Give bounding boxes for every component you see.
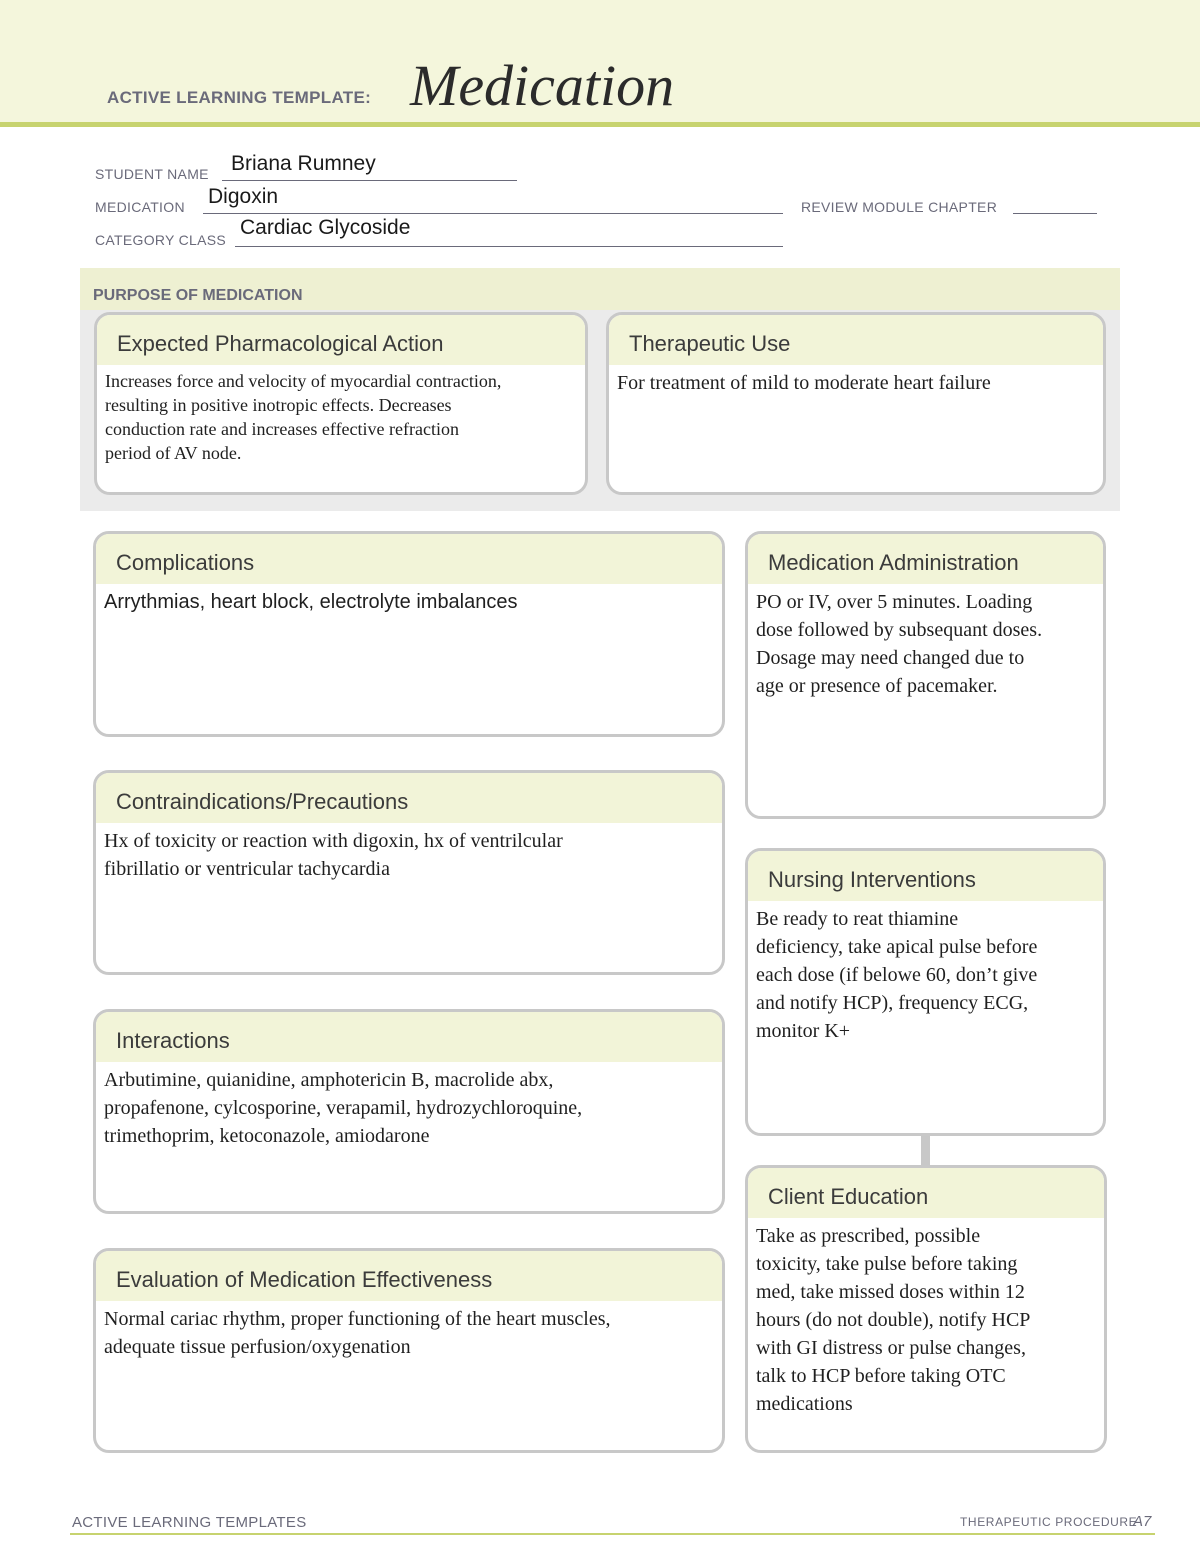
interactions-text[interactable]: Arbutimine, quianidine, amphotericin B, macrolide abx, propafenone, cylcosporine, verapamil, hydrozychloroquine, trimethoprim, ketoconazole, amiodarone: [104, 1069, 583, 1147]
purpose-title: PURPOSE OF MEDICATION: [93, 287, 303, 304]
student-name-field[interactable]: Briana Rumney: [231, 152, 376, 175]
complications-text[interactable]: Arrythmias, heart block, electrolyte imbalances: [104, 591, 518, 613]
expected-action-card: [94, 312, 588, 495]
expected-action-text[interactable]: Increases force and velocity of myocardial contraction, resulting in positive inotropic effects. Decreases conduction rate and increases effective refraction period of AV node.: [105, 371, 502, 463]
medication-underline: [203, 213, 783, 214]
student-name-underline: [222, 180, 517, 181]
contraindications-heading: Contraindications/Precautions: [96, 773, 722, 823]
page-number: A7: [1133, 1513, 1152, 1530]
evaluation-text[interactable]: Normal cariac rhythm, proper functioning of the heart muscles, adequate tissue perfusion/oxygenation: [104, 1308, 611, 1358]
therapeutic-use-card: [606, 312, 1106, 495]
expected-action-heading: Expected Pharmacological Action: [97, 315, 585, 365]
nursing-interventions-card: [745, 848, 1106, 1136]
evaluation-heading: Evaluation of Medication Effectiveness: [96, 1251, 722, 1301]
administration-heading: Medication Administration: [748, 534, 1103, 584]
interactions-heading: Interactions: [96, 1012, 722, 1062]
client-education-card: [745, 1165, 1107, 1453]
nursing-interventions-heading: Nursing Interventions: [748, 851, 1103, 901]
student-name-label: STUDENT NAME: [95, 166, 209, 182]
footer-right-label: THERAPEUTIC PROCEDURE: [960, 1515, 1138, 1529]
header-divider: [0, 122, 1200, 127]
client-education-heading: Client Education: [748, 1168, 1104, 1218]
administration-card: [745, 531, 1106, 819]
complications-heading: Complications: [96, 534, 722, 584]
therapeutic-use-heading: Therapeutic Use: [609, 315, 1103, 365]
review-module-underline: [1013, 213, 1097, 214]
complications-card: [93, 531, 725, 737]
footer-left-label: ACTIVE LEARNING TEMPLATES: [72, 1514, 307, 1531]
nursing-interventions-text[interactable]: Be ready to reat thiamine deficiency, take apical pulse before each dose (if belowe 60, don’t give and notify HCP), frequency ECG, monitor K+: [756, 908, 1038, 1042]
client-education-text[interactable]: Take as prescribed, possible toxicity, take pulse before taking med, take missed doses within 12 hours (do not double), notify HCP with GI distress or pulse changes, talk to HCP before taking OTC medications: [756, 1225, 1031, 1415]
page-title: Medication: [410, 53, 675, 118]
administration-text[interactable]: PO or IV, over 5 minutes. Loading dose followed by subsequant doses. Dosage may need changed due to age or presence of pacemaker.: [756, 591, 1043, 697]
contraindications-text[interactable]: Hx of toxicity or reaction with digoxin, hx of ventrilcular fibrillatio or ventricular tachycardia: [104, 830, 563, 880]
footer-divider: [70, 1533, 1155, 1535]
category-class-label: CATEGORY CLASS: [95, 232, 227, 248]
medication-label: MEDICATION: [95, 199, 185, 215]
template-label: ACTIVE LEARNING TEMPLATE:: [107, 88, 372, 107]
review-module-label: REVIEW MODULE CHAPTER: [801, 199, 998, 215]
category-class-field[interactable]: Cardiac Glycoside: [240, 216, 411, 239]
interactions-card: [93, 1009, 725, 1214]
therapeutic-use-text[interactable]: For treatment of mild to moderate heart failure: [617, 372, 991, 394]
medication-field[interactable]: Digoxin: [208, 185, 279, 208]
evaluation-card: [93, 1248, 725, 1453]
category-class-underline: [235, 246, 783, 247]
card-connector: [921, 1135, 930, 1166]
contraindications-card: [93, 770, 725, 975]
